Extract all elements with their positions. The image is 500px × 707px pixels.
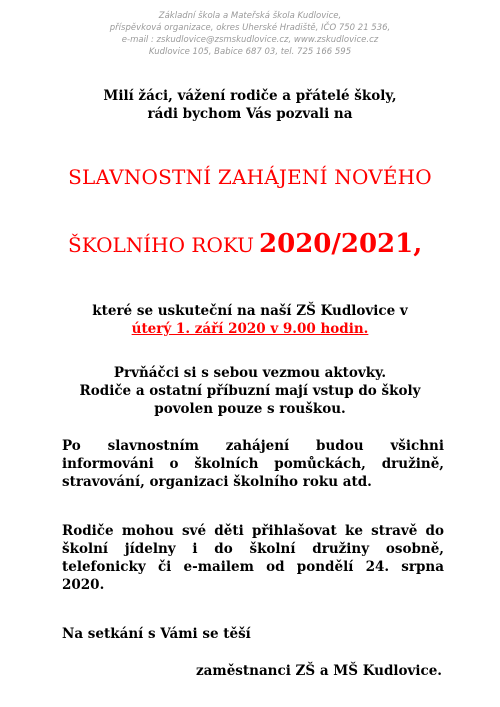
letterhead-school-name: Základní škola a Mateřská škola Kudlovice,	[158, 11, 342, 21]
instructions-line-1: Prvňáčci si s sebou vezmou aktovky.	[113, 365, 387, 381]
school-letterhead	[0, 10, 500, 58]
letterhead-organization: příspěvková organizace, okres Uherské Hradiště, IČO 750 21 536,	[109, 23, 391, 33]
instructions-line-2: Rodiče a ostatní příbuzní mají vstup do školy	[79, 383, 421, 399]
event-details	[0, 302, 500, 338]
title-school-year: 2020/2021,	[259, 229, 423, 259]
instructions-line-3: povolen pouze s rouškou.	[154, 401, 346, 417]
closing-line: Na setkání s Vámi se těší	[62, 626, 251, 642]
event-title-line-1: SLAVNOSTNÍ ZAHÁJENÍ NOVÉHO	[68, 165, 432, 189]
greeting	[0, 87, 500, 123]
event-date: úterý 1. září 2020 v 9.00 hodin.	[131, 321, 369, 337]
event-title-line-2	[68, 229, 488, 259]
letterhead-contact: e-mail : zskudlovice@zsmskudlovice.cz, www.zskudlovice.cz	[121, 35, 379, 45]
paragraph-information: Po slavnostním zahájení budou všichni informováni o školních pomůckách, družině, stravování, organizaci školního roku atd.	[62, 438, 444, 490]
event-location: které se uskuteční na naší ZŠ Kudlovice v	[92, 303, 408, 319]
greeting-line-1: Milí žáci, vážení rodiče a přátelé školy,	[103, 88, 397, 104]
letterhead-address: Kudlovice 105, Babice 687 03, tel. 725 166 595	[148, 47, 352, 57]
instructions	[0, 364, 500, 418]
greeting-line-2: rádi bychom Vás pozvali na	[147, 106, 353, 122]
paragraph-registration: Rodiče mohou své děti přihlašovat ke stravě do školní jídelny i do školní družiny osobně, telefonicky či e-mailem od pondělí 24. srpna 2020.	[62, 523, 444, 593]
signature: zaměstnanci ZŠ a MŠ Kudlovice.	[196, 663, 442, 679]
title-school-year-label: ŠKOLNÍHO ROKU	[68, 233, 254, 257]
